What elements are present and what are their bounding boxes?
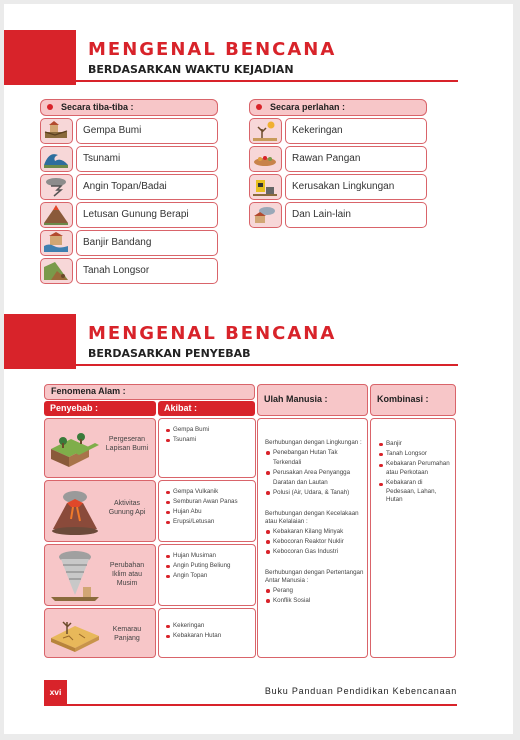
footer-rule [44,704,457,706]
human-item: Kebocoran Reaktor Nuklir [265,537,367,547]
combination-item: Banjir [378,439,454,449]
header-rule [76,80,458,82]
header-red-block [4,30,76,85]
human-header: Ulah Manusia : [257,384,368,416]
list-item [249,146,427,172]
list-item [40,146,218,172]
list-item [40,174,218,200]
natural-header: Fenomena Alam : [44,384,255,400]
list-item [40,202,218,228]
cause-label: Aktivitas Gunung Api [108,500,146,516]
effect-item: Erupsi/Letusan [165,517,255,527]
section-title: MENGENAL BENCANA [88,39,337,60]
tornado-icon [49,549,101,603]
section-header-cause [4,314,513,369]
group-title: Berhubungan dengan Pertentangan Antar Manusia : [265,568,364,584]
list-item-label: Gempa Bumi [76,118,218,144]
combination-item: Kebakaran Perumahan atau Perkotaan [378,460,450,477]
bullet-icon [256,104,262,110]
section-header-time [4,30,513,85]
book-title: Buku Panduan Pendidikan Kebencanaan [264,686,457,696]
effect-item: Tsunami [165,435,255,445]
list-item-label: Tanah Longsor [76,258,218,284]
environment-damage-icon [249,174,282,200]
header-red-block [4,314,76,369]
effect-item: Kebakaran Hutan [165,631,255,641]
page-number: xvi [44,680,67,704]
combination-header: Kombinasi : [370,384,456,416]
cause-label: Pergeseran Lapisan Bumi [105,436,149,452]
list-item-label: Angin Topan/Badai [76,174,218,200]
effect-item: Hujan Abu [165,507,255,517]
sudden-header-label: Secara tiba-tiba : [61,102,134,112]
list-item-label: Dan Lain-lain [285,202,427,228]
human-item: Kebocoran Gas Industri [265,547,367,557]
effect-item: Kekeringan [165,621,255,631]
list-item-label: Kerusakan Lingkungan [285,174,427,200]
effect-item: Gempa Vulkanik [165,487,255,497]
list-item-label: Banjir Bandang [76,230,218,256]
section-subtitle: BERDASARKAN WAKTU KEJADIAN [88,63,294,76]
combination-item: Tanah Longsor [378,449,454,459]
cause-card [44,480,156,542]
effect-card [158,544,256,606]
list-item [40,118,218,144]
human-item: Kebakaran Kilang Minyak [265,527,367,537]
effect-item: Angin Puting Beliung [165,561,255,571]
cause-card [44,418,156,478]
human-item: Perang [265,586,367,596]
slow-header-label: Secara perlahan : [270,102,346,112]
section-title: MENGENAL BENCANA [88,323,337,344]
list-item [249,118,427,144]
list-item [249,174,427,200]
bullet-icon [47,104,53,110]
slow-header [249,99,427,116]
storm-icon [40,174,73,200]
list-item-label: Letusan Gunung Berapi [76,202,218,228]
effect-item: Semburan Awan Panas [165,497,255,507]
cause-label: Perubahan Iklim atau Musim [109,562,145,587]
tectonic-shift-icon [49,423,101,473]
human-item: Perusakan Area Penyangga Daratan dan Lautan [265,468,365,488]
human-item: Konflik Sosial [265,596,367,606]
combination-box [370,418,456,658]
list-item-label: Rawan Pangan [285,146,427,172]
cause-card [44,544,156,606]
drought-icon [249,118,282,144]
landslide-icon [40,258,73,284]
flash-flood-icon [40,230,73,256]
cause-header: Penyebab : [44,401,156,416]
list-item-label: Kekeringan [285,118,427,144]
group-title: Berhubungan dengan Lingkungan : [265,439,362,446]
cause-card [44,608,156,658]
tsunami-icon [40,146,73,172]
effect-item: Hujan Musiman [165,551,255,561]
combination-item: Kebakaran di Pedesaan, Lahan, Hutan [378,479,450,505]
sudden-header [40,99,218,116]
list-item [40,230,218,256]
volcano-icon [40,202,73,228]
section-subtitle: BERDASARKAN PENYEBAB [88,347,251,360]
list-item-label: Tsunami [76,146,218,172]
effect-item: Angin Topan [165,571,255,581]
effect-card [158,418,256,478]
effect-item: Gempa Bumi [165,425,255,435]
dry-land-icon [49,612,101,656]
human-item: Penebangan Hutan Tak Terkendali [265,448,365,468]
list-item [249,202,427,228]
food-insecurity-icon [249,146,282,172]
effect-card [158,608,256,658]
list-item [40,258,218,284]
human-box [257,418,368,658]
cause-label: Kemarau Panjang [112,626,142,642]
effect-header: Akibat : [158,401,255,416]
earthquake-icon [40,118,73,144]
others-icon [249,202,282,228]
group-title: Berhubungan dengan Kecelakaan atau Kelalaian : [265,509,359,525]
header-rule [76,364,458,366]
effect-card [158,480,256,542]
page [4,4,513,734]
human-item: Polusi (Air, Udara, & Tanah) [265,488,365,498]
volcano-icon [49,485,101,539]
